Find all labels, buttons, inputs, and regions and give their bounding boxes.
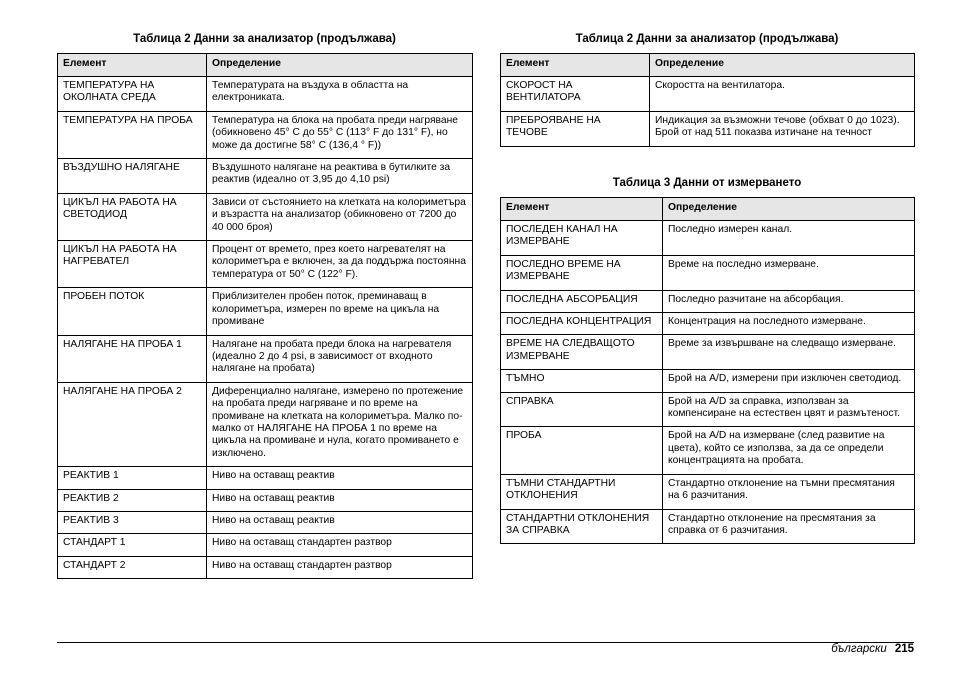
table-row (58, 335, 473, 382)
element-cell: ПОСЛЕДНА КОНЦЕНТРАЦИЯ (501, 313, 663, 335)
table-row (58, 77, 473, 112)
table-row (58, 556, 473, 578)
definition-cell: Скоростта на вентилатора. (650, 77, 915, 112)
table-row (501, 290, 915, 312)
table-row (501, 335, 915, 370)
table-row (501, 370, 915, 392)
table-row (58, 111, 473, 158)
column-header-element: Елемент (501, 198, 663, 221)
table-header-row (58, 54, 473, 77)
table-row (58, 159, 473, 194)
definition-cell: Ниво на оставащ стандартен разтвор (207, 556, 473, 578)
column-header-element: Елемент (501, 54, 650, 77)
definition-cell: Ниво на оставащ стандартен разтвор (207, 534, 473, 556)
footer-language: български (831, 643, 887, 655)
element-cell: ПОСЛЕДНА АБСОРБАЦИЯ (501, 290, 663, 312)
right-top-table-caption: Таблица 2 Данни за анализатор (продължава) (575, 33, 839, 45)
element-cell: ПРЕБРОЯВАНЕ НА ТЕЧОВЕ (501, 111, 650, 146)
footer-divider (57, 642, 914, 643)
definition-cell: Температурата на въздуха в областта на електрониката. (207, 77, 473, 112)
analyzer-data-table-left (57, 53, 473, 579)
definition-cell: Ниво на оставащ реактив (207, 489, 473, 511)
element-cell: РЕАКТИВ 2 (58, 489, 207, 511)
definition-cell: Последно измерен канал. (663, 221, 915, 256)
definition-cell: Процент от времето, през което нагревателят на колориметъра е включен, за да поддържа постоянна температура от 50° C (122° F). (207, 241, 473, 288)
element-cell: ТЕМПЕРАТУРА НА ОКОЛНАТА СРЕДА (58, 77, 207, 112)
definition-cell: Ниво на оставащ реактив (207, 467, 473, 489)
page-footer (831, 643, 914, 655)
definition-cell: Диференциално налягане, измерено по протежение на пробата преди нагряване и по време на промиване на клетката на колориметъра. Малко по-малко от НАЛЯГАНЕ НА ПРОБА 1 по време на цикъла на промиване и нула, когато промиването е изключено. (207, 382, 473, 466)
definition-cell: Стандартно отклонение на пресмятания за справка от 6 разчитания. (663, 509, 915, 544)
element-cell: ЦИКЪЛ НА РАБОТА НА НАГРЕВАТЕЛ (58, 241, 207, 288)
element-cell: ЦИКЪЛ НА РАБОТА НА СВЕТОДИОД (58, 193, 207, 240)
element-cell: РЕАКТИВ 1 (58, 467, 207, 489)
element-cell: СТАНДАРТ 1 (58, 534, 207, 556)
definition-cell: Брой на A/D на измерване (след развитие на цвета), който се използва, за да се определи концентрацията на пробата. (663, 427, 915, 474)
element-cell: ВРЕМЕ НА СЛЕДВАЩОТО ИЗМЕРВАНЕ (501, 335, 663, 370)
table-row (58, 467, 473, 489)
element-cell: СТАНДАРТ 2 (58, 556, 207, 578)
element-cell: ТЪМНО (501, 370, 663, 392)
element-cell: НАЛЯГАНЕ НА ПРОБА 2 (58, 382, 207, 466)
table-row (501, 77, 915, 112)
table-header-row (501, 198, 915, 221)
definition-cell: Приблизителен пробен поток, преминаващ в колориметъра, измерен по време на цикъла на промиване (207, 288, 473, 335)
table-row (501, 427, 915, 474)
element-cell: ПРОБА (501, 427, 663, 474)
column-header-definition: Определение (663, 198, 915, 221)
definition-cell: Температура на блока на пробата преди нагряване (обикновено 45° C до 55° C (113° F до 131° F), но може да достигне 58° C (136,4 ° F)) (207, 111, 473, 158)
definition-cell: Брой на A/D за справка, използван за компенсиране на естествен цвят и размътеност. (663, 392, 915, 427)
definition-cell: Зависи от състоянието на клетката на колориметъра и възрастта на анализатор (обикновено от 7200 до 40 000 броя) (207, 193, 473, 240)
definition-cell: Време на последно измерване. (663, 255, 915, 290)
element-cell: ТЕМПЕРАТУРА НА ПРОБА (58, 111, 207, 158)
element-cell: СТАНДАРТНИ ОТКЛОНЕНИЯ ЗА СПРАВКА (501, 509, 663, 544)
table-row (501, 474, 915, 509)
table-row (58, 534, 473, 556)
element-cell: ПОСЛЕДЕН КАНАЛ НА ИЗМЕРВАНЕ (501, 221, 663, 256)
element-cell: РЕАКТИВ 3 (58, 511, 207, 533)
element-cell: НАЛЯГАНЕ НА ПРОБА 1 (58, 335, 207, 382)
definition-cell: Въздушното налягане на реактива в бутилките за реактив (идеално от 3,95 до 4,10 psi) (207, 159, 473, 194)
definition-cell: Последно разчитане на абсорбация. (663, 290, 915, 312)
table-row (58, 489, 473, 511)
page-number: 215 (894, 643, 914, 655)
element-cell: ТЪМНИ СТАНДАРТНИ ОТКЛОНЕНИЯ (501, 474, 663, 509)
table-row (58, 241, 473, 288)
column-header-definition: Определение (650, 54, 915, 77)
definition-cell: Концентрация на последното измерване. (663, 313, 915, 335)
definition-cell: Стандартно отклонение на тъмни пресмятания на 6 разчитания. (663, 474, 915, 509)
definition-cell: Налягане на пробата преди блока на нагревателя (идеално 2 до 4 psi, в зависимост от входното налягане на пробата) (207, 335, 473, 382)
table-row (501, 313, 915, 335)
table-row (501, 111, 915, 146)
table-row (58, 193, 473, 240)
element-cell: ВЪЗДУШНО НАЛЯГАНЕ (58, 159, 207, 194)
element-cell: ПРОБЕН ПОТОК (58, 288, 207, 335)
definition-cell: Време за извършване на следващо измерване. (663, 335, 915, 370)
definition-cell: Индикация за възможни течове (обхват 0 до 1023). Брой от над 511 показва изтичане на течност (650, 111, 915, 146)
definition-cell: Ниво на оставащ реактив (207, 511, 473, 533)
table-row (58, 511, 473, 533)
measurement-table-caption: Таблица 3 Данни от измерването (612, 177, 802, 189)
table-header-row (501, 54, 915, 77)
definition-cell: Брой на A/D, измерени при изключен светодиод. (663, 370, 915, 392)
table-row (58, 382, 473, 466)
column-header-definition: Определение (207, 54, 473, 77)
table-row (58, 288, 473, 335)
table-row (501, 392, 915, 427)
analyzer-data-table-right (500, 53, 915, 147)
table-row (501, 509, 915, 544)
column-header-element: Елемент (58, 54, 207, 77)
table-row (501, 221, 915, 256)
left-table-caption: Таблица 2 Данни за анализатор (продължава) (133, 33, 396, 45)
element-cell: СПРАВКА (501, 392, 663, 427)
measurement-data-table (500, 197, 915, 544)
element-cell: СКОРОСТ НА ВЕНТИЛАТОРА (501, 77, 650, 112)
element-cell: ПОСЛЕДНО ВРЕМЕ НА ИЗМЕРВАНЕ (501, 255, 663, 290)
table-row (501, 255, 915, 290)
